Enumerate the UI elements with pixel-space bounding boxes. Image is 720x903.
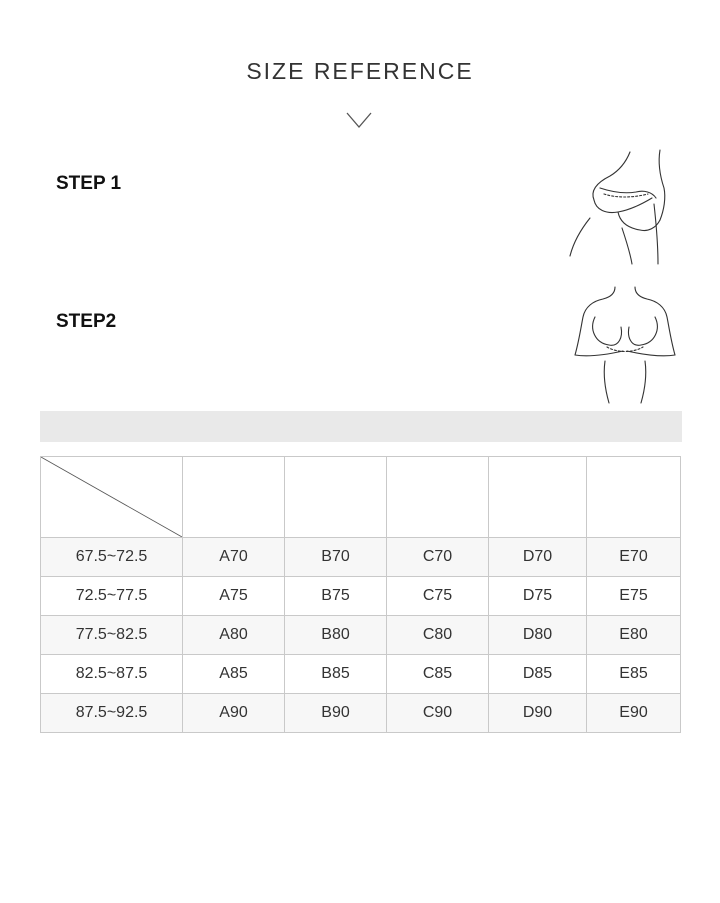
diagonal-line: [41, 457, 182, 537]
measure-cell: 67.5~72.5: [41, 538, 183, 577]
page-title: SIZE REFERENCE: [246, 58, 474, 84]
size-cell: E85: [587, 655, 681, 694]
step-1-label: STEP 1: [56, 173, 122, 194]
size-cell: D85: [489, 655, 587, 694]
size-cell: A70: [183, 538, 285, 577]
measure-cell: 77.5~82.5: [41, 616, 183, 655]
size-cell: B75: [285, 577, 387, 616]
size-cell: E75: [587, 577, 681, 616]
size-cell: D80: [489, 616, 587, 655]
size-cell: E70: [587, 538, 681, 577]
size-cell: D90: [489, 694, 587, 733]
table-row: [41, 694, 681, 733]
cup-header-cell: [587, 457, 681, 538]
cup-header-cell: [183, 457, 285, 538]
cup-header-cell: [387, 457, 489, 538]
chevron-down-icon: [344, 110, 374, 130]
step-2-label: STEP2: [56, 311, 117, 332]
cup-header-cell: [489, 457, 587, 538]
size-cell: E90: [587, 694, 681, 733]
size-cell: C75: [387, 577, 489, 616]
size-cell: A75: [183, 577, 285, 616]
underbust-measure-illustration: [560, 148, 680, 268]
size-cell: E80: [587, 616, 681, 655]
size-cell: C70: [387, 538, 489, 577]
size-cell: C85: [387, 655, 489, 694]
size-cell: C80: [387, 616, 489, 655]
measure-cell: 72.5~77.5: [41, 577, 183, 616]
cup-header-cell: [285, 457, 387, 538]
table-row: [41, 577, 681, 616]
size-cell: B80: [285, 616, 387, 655]
size-cell: B85: [285, 655, 387, 694]
bust-measure-illustration: [565, 285, 685, 405]
size-cell: C90: [387, 694, 489, 733]
measure-cell: 82.5~87.5: [41, 655, 183, 694]
size-cell: B70: [285, 538, 387, 577]
size-table: [40, 456, 681, 733]
diagonal-header-cell: [41, 457, 183, 538]
size-cell: A80: [183, 616, 285, 655]
table-row: [41, 655, 681, 694]
table-row: [41, 616, 681, 655]
table-header-band: [40, 411, 682, 442]
size-cell: A90: [183, 694, 285, 733]
size-cell: A85: [183, 655, 285, 694]
measure-cell: 87.5~92.5: [41, 694, 183, 733]
size-cell: B90: [285, 694, 387, 733]
table-header-row: [41, 457, 681, 538]
size-cell: D75: [489, 577, 587, 616]
size-cell: D70: [489, 538, 587, 577]
table-row: [41, 538, 681, 577]
